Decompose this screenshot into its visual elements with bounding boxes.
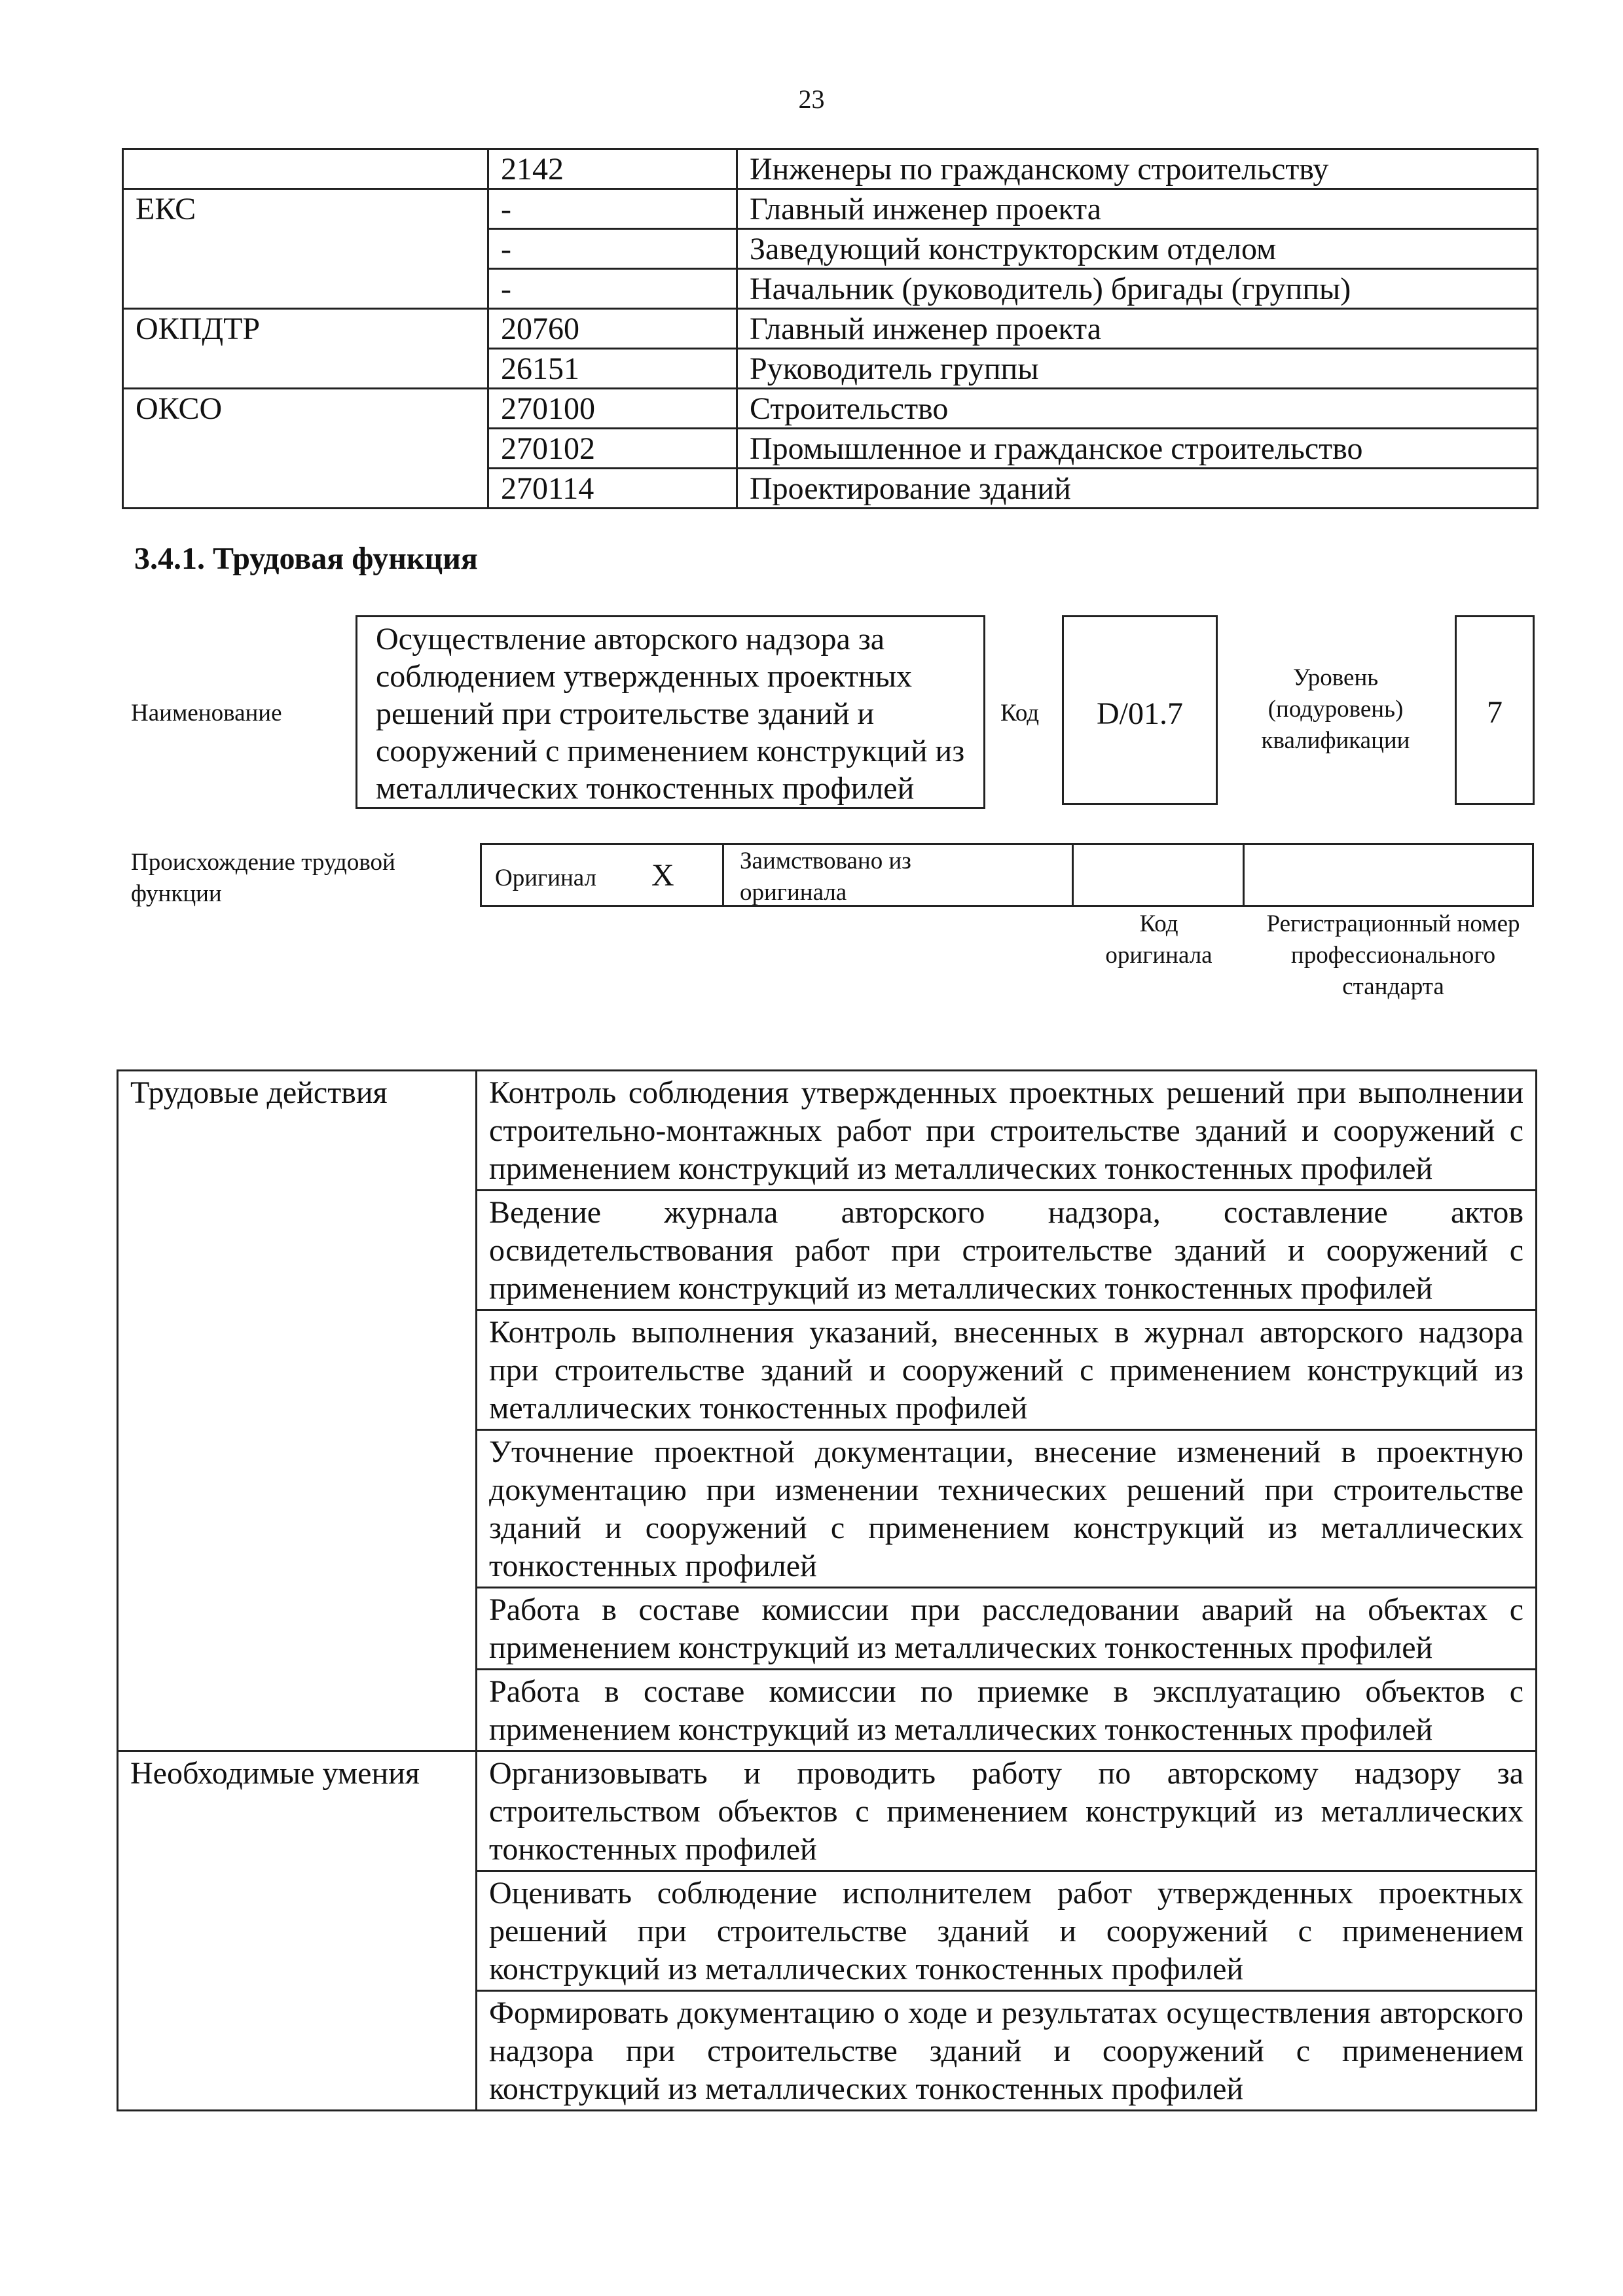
table-row — [123, 349, 1538, 389]
code-group-cell — [123, 349, 488, 389]
code-group-cell — [123, 229, 488, 269]
origin-divider — [1072, 843, 1074, 907]
table-row — [123, 309, 1538, 349]
table-row — [118, 1751, 1537, 1871]
work-action-item: Работа в составе комиссии при расследовании аварий на объектах с применением конструкций из металлических тонкостенных профилей — [477, 1588, 1537, 1670]
title-cell: Руководитель группы — [737, 349, 1538, 389]
origin-divider — [722, 843, 724, 907]
original-label: Оригинал — [495, 865, 597, 891]
work-action-item: Контроль соблюдения утвержденных проектных решений при выполнении строительно-монтажных работ при строительстве зданий и сооружений с применением конструкций из металлических тонкостенных профилей — [477, 1071, 1537, 1191]
title-cell: Заведующий конструкторским отделом — [737, 229, 1538, 269]
table-row — [118, 1071, 1537, 1191]
borrowed-label: Заимствовано из оригинала — [740, 848, 911, 906]
code-cell: 26151 — [488, 349, 737, 389]
table-row — [123, 269, 1538, 309]
required-skill-item: Формировать документацию о ходе и результатах осуществления авторского надзора при строительстве зданий и сооружений с применением конструкций из металлических тонкостенных профилей — [477, 1991, 1537, 2111]
title-cell: Инженеры по гражданскому строительству — [737, 149, 1538, 189]
code-group-cell: ОКПДТР — [123, 309, 488, 349]
original-code-caption: Код оригинала — [1105, 910, 1213, 969]
code-group-cell — [123, 149, 488, 189]
page-number: 23 — [798, 84, 825, 114]
work-action-item: Работа в составе комиссии по приемке в эксплуатацию объектов с применением конструкций из металлических тонкостенных профилей — [477, 1670, 1537, 1751]
table-row — [123, 229, 1538, 269]
code-group-cell: ОКСО — [123, 389, 488, 429]
table-row — [123, 189, 1538, 229]
qualification-level-value: 7 — [1455, 615, 1535, 805]
code-cell: 270102 — [488, 429, 737, 469]
title-cell: Начальник (руководитель) бригады (группы) — [737, 269, 1538, 309]
title-cell: Главный инженер проекта — [737, 309, 1538, 349]
original-mark: X — [651, 858, 674, 893]
required-skills-label: Необходимые умения — [118, 1751, 477, 2111]
title-cell: Строительство — [737, 389, 1538, 429]
origin-divider — [1243, 843, 1245, 907]
code-cell: 270100 — [488, 389, 737, 429]
work-action-item: Контроль выполнения указаний, внесенных в журнал авторского надзора при строительстве зданий и сооружений с применением конструкций из металлических тонкостенных профилей — [477, 1310, 1537, 1430]
table-row — [123, 469, 1538, 509]
code-group-cell — [123, 429, 488, 469]
function-code-value: D/01.7 — [1062, 615, 1218, 805]
work-actions-label: Трудовые действия — [118, 1071, 477, 1751]
code-group-cell — [123, 469, 488, 509]
code-cell: - — [488, 229, 737, 269]
function-name-value: Осуществление авторского надзора за соблюдением утвержденных проектных решений при строительстве зданий и сооружений с применением конструкций из металлических тонкостенных профилей — [356, 615, 985, 809]
code-cell: - — [488, 269, 737, 309]
code-cell: - — [488, 189, 737, 229]
title-cell: Проектирование зданий — [737, 469, 1538, 509]
code-cell: 2142 — [488, 149, 737, 189]
table-row — [123, 389, 1538, 429]
title-cell: Главный инженер проекта — [737, 189, 1538, 229]
registration-number-caption: Регистрационный номер профессионального стандарта — [1266, 910, 1520, 1000]
code-cell: 20760 — [488, 309, 737, 349]
title-cell: Промышленное и гражданское строительство — [737, 429, 1538, 469]
function-code-label: Код — [1000, 700, 1040, 726]
section-title: 3.4.1. Трудовая функция — [134, 541, 478, 576]
function-name-label: Наименование — [131, 700, 282, 726]
required-skill-item: Оценивать соблюдение исполнителем работ утвержденных проектных решений при строительстве зданий и сооружений с применением конструкций из металлических тонкостенных профилей — [477, 1871, 1537, 1991]
code-group-cell — [123, 269, 488, 309]
work-actions-table — [117, 1069, 1537, 2111]
function-origin-label: Происхождение трудовой функции — [131, 849, 395, 907]
work-action-item: Ведение журнала авторского надзора, составление актов освидетельствования работ при строительстве зданий и сооружений с применением конструкций из металлических тонкостенных профилей — [477, 1191, 1537, 1310]
table-row — [123, 149, 1538, 189]
classification-codes-table — [122, 148, 1539, 509]
table-row — [123, 429, 1538, 469]
qualification-level-label: Уровень (подуровень) квалификации — [1261, 664, 1410, 754]
required-skill-item: Организовывать и проводить работу по авторскому надзору за строительством объектов с применением конструкций из металлических тонкостенных профилей — [477, 1751, 1537, 1871]
code-cell: 270114 — [488, 469, 737, 509]
code-group-cell: ЕКС — [123, 189, 488, 229]
work-action-item: Уточнение проектной документации, внесение изменений в проектную документацию при изменении технических решений при строительстве зданий и сооружений с применением конструкций из металлических тонкостенных профилей — [477, 1430, 1537, 1588]
function-origin-box — [480, 843, 1534, 907]
